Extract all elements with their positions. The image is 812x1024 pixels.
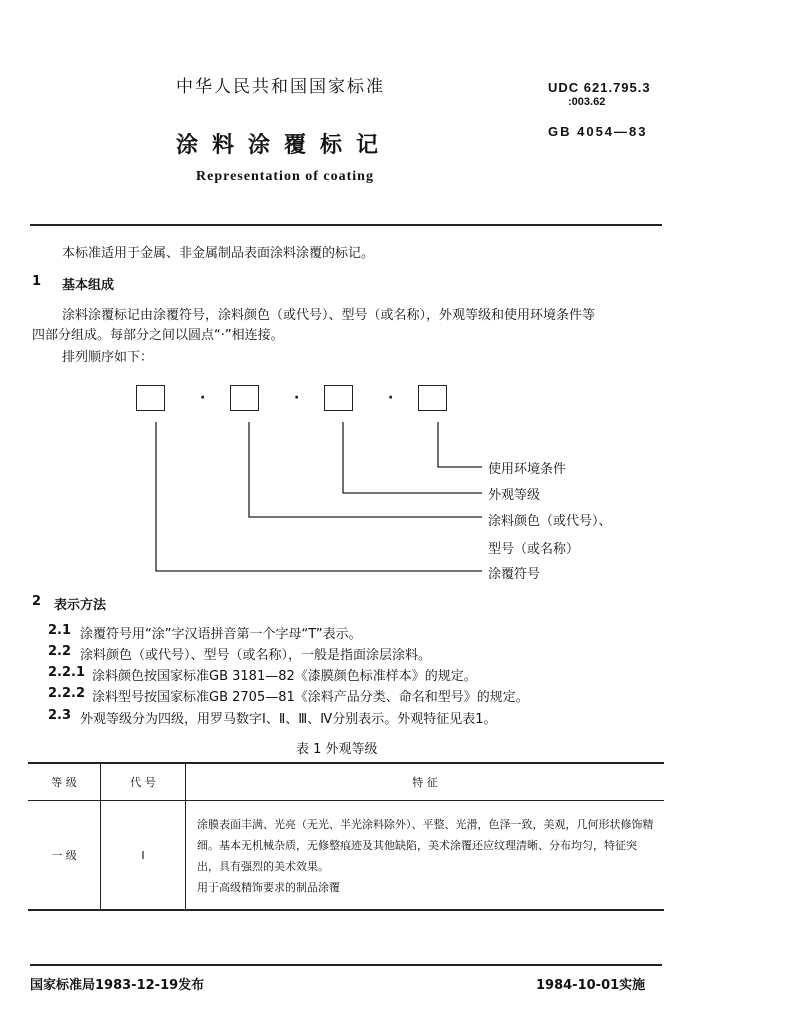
item-number: 2.2.1 bbox=[48, 665, 86, 680]
page-title: 涂料涂覆标记 bbox=[176, 133, 393, 158]
item-text: 外观等级分为四级，用罗马数字Ⅰ、Ⅱ、Ⅲ、Ⅳ分别表示。外观特征见表1。 bbox=[80, 712, 497, 727]
item-text: 涂料颜色（或代号）、型号（或名称），一般是指面涂层涂料。 bbox=[80, 648, 432, 663]
section-1-paragraph-line2: 四部分组成。每部分之间以圆点“·”相连接。 bbox=[32, 328, 284, 343]
table-cell-feature bbox=[186, 801, 665, 911]
item-text: 涂料型号按国家标准GB 2705—81《涂料产品分类、命名和型号》的规定。 bbox=[92, 690, 529, 705]
table-caption: 表 1 外观等级 bbox=[296, 742, 378, 757]
table-header-code: 代 号 bbox=[101, 763, 186, 801]
table-header-grade: 等 级 bbox=[28, 763, 101, 801]
item-number: 2.2 bbox=[48, 644, 72, 659]
gb-code: GB 4054—83 bbox=[548, 124, 648, 139]
table-header-feature: 特 征 bbox=[186, 763, 665, 801]
standard-type: 中华人民共和国国家标准 bbox=[176, 77, 385, 97]
item-text: 涂覆符号用“涂”字汉语拼音第一个字母“T”表示。 bbox=[80, 627, 362, 642]
section-1-paragraph-line1: 涂料涂覆标记由涂覆符号，涂料颜色（或代号）、型号（或名称），外观等级和使用环境条件等 bbox=[62, 308, 596, 323]
effective-date: 1984-10-01实施 bbox=[536, 978, 646, 993]
intro-text: 本标准适用于金属、非金属制品表面涂料涂覆的标记。 bbox=[62, 246, 375, 261]
label-env: 使用环境条件 bbox=[488, 462, 567, 477]
section-2-heading: 表示方法 bbox=[54, 598, 107, 613]
page-title-en: Representation of coating bbox=[196, 169, 374, 184]
item-text: 涂料颜色按国家标准GB 3181—82《漆膜颜色标准样本》的规定。 bbox=[92, 669, 477, 684]
section-2-number: 2 bbox=[32, 594, 42, 609]
table-header-row bbox=[28, 763, 664, 801]
separator-dot: · bbox=[388, 390, 394, 406]
udc-code: UDC 621.795.3 bbox=[548, 80, 651, 95]
separator-dot: · bbox=[294, 390, 300, 406]
section-1-heading: 基本组成 bbox=[62, 278, 115, 293]
order-text: 排列顺序如下： bbox=[62, 350, 154, 365]
table-cell-grade: 一 级 bbox=[28, 801, 101, 911]
item-number: 2.1 bbox=[48, 623, 72, 638]
table-row bbox=[28, 801, 664, 911]
appearance-grade-table bbox=[28, 762, 664, 911]
item-number: 2.2.2 bbox=[48, 686, 86, 701]
separator-dot: · bbox=[200, 390, 206, 406]
label-model: 型号（或名称） bbox=[488, 542, 580, 557]
table-cell-code: Ⅰ bbox=[101, 801, 186, 911]
label-symbol: 涂覆符号 bbox=[488, 567, 541, 582]
feature-note: 用于高级精饰要求的制品涂覆 bbox=[197, 881, 340, 894]
issued-date: 国家标准局1983-12-19发布 bbox=[30, 978, 205, 993]
feature-description: 涂膜表面丰满、光亮（无光、半光涂料除外）、平整、光滑，色泽一致，美观，几何形状修饰精细。基本无机械杂质，无修整痕迹及其他缺陷，美术涂覆还应纹理清晰、分布均匀，特征突出，具有强烈的美术效果。 bbox=[197, 818, 654, 873]
item-number: 2.3 bbox=[48, 708, 72, 723]
label-grade: 外观等级 bbox=[488, 488, 541, 503]
footer-divider bbox=[30, 964, 662, 966]
udc-code-continued: :003.62 bbox=[568, 96, 606, 108]
section-1-number: 1 bbox=[32, 274, 42, 289]
label-color: 涂料颜色（或代号）、 bbox=[488, 514, 612, 529]
